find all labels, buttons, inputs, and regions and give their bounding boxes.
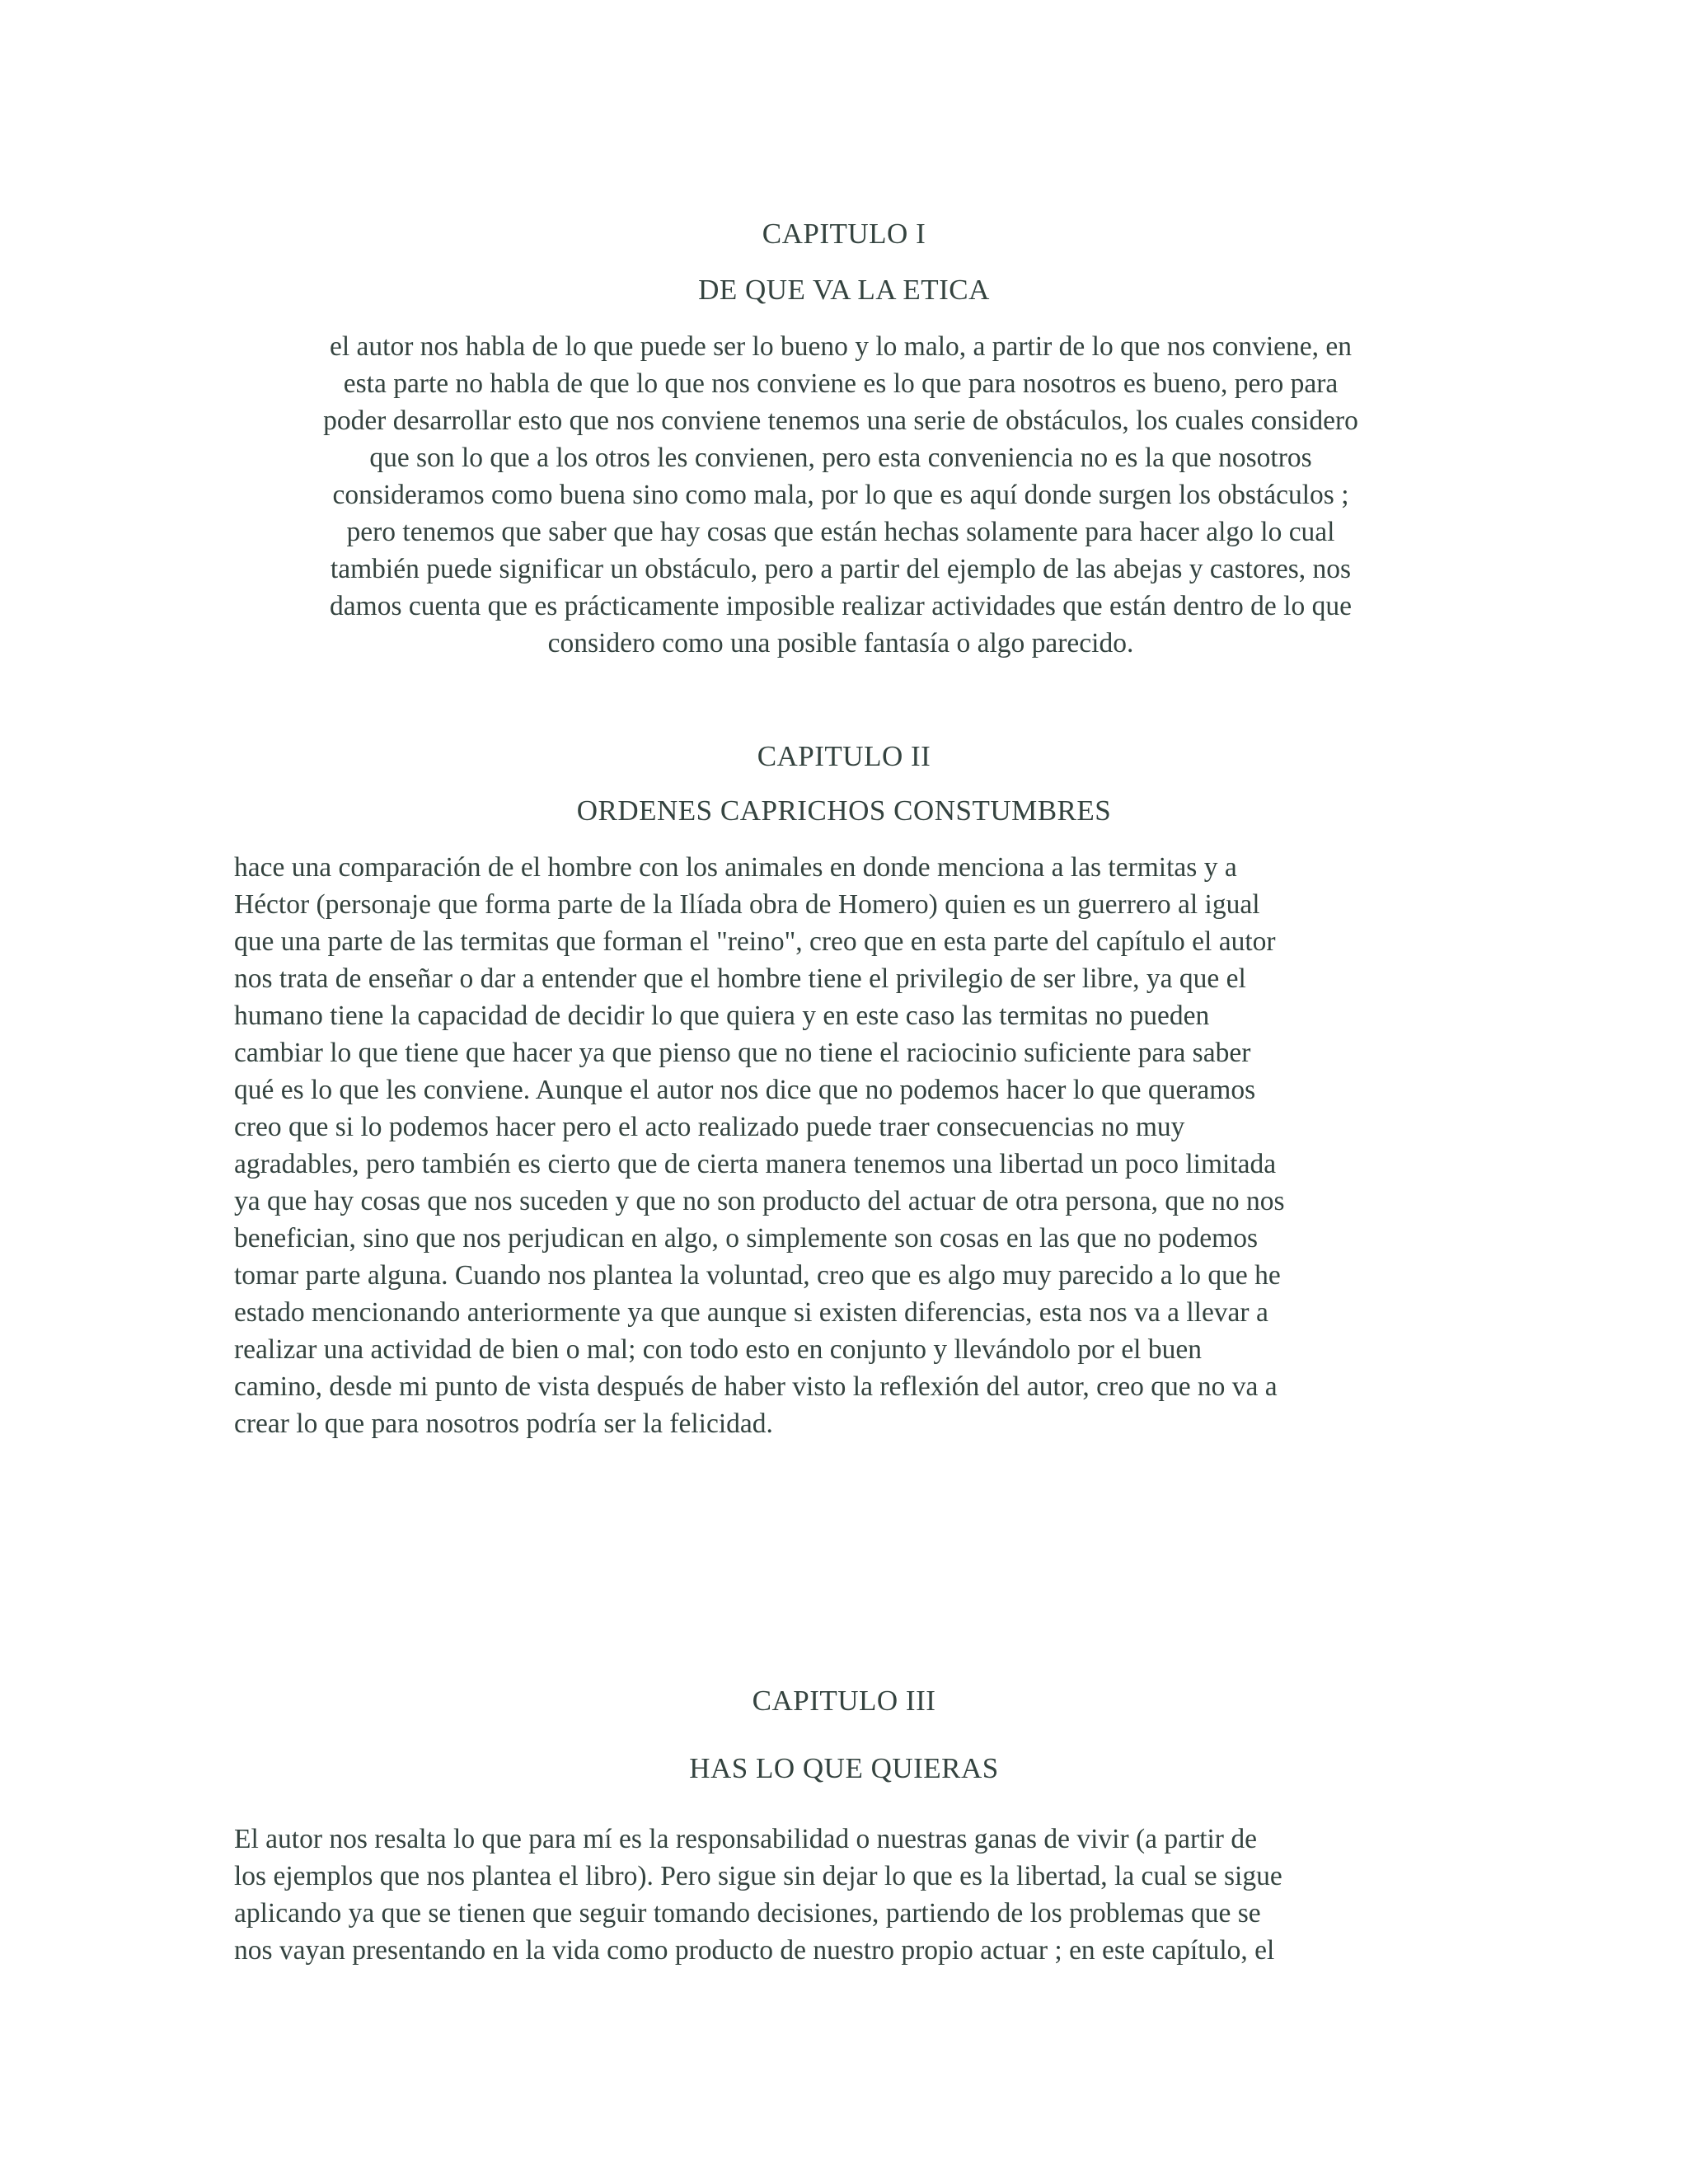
chapter-2-line: tomar parte alguna. Cuando nos plantea la voluntad, creo que es algo muy parecido a lo que he	[234, 1260, 1281, 1291]
chapter-2-line: qué es lo que les conviene. Aunque el autor nos dice que no podemos hacer lo que queramos	[234, 1075, 1256, 1105]
chapter-2-line: que una parte de las termitas que forman el "reino", creo que en esta parte del capítulo el autor	[234, 926, 1276, 957]
chapter-3-line: aplicando ya que se tienen que seguir tomando decisiones, partiendo de los problemas que se	[234, 1898, 1261, 1929]
chapter-2-line: benefician, sino que nos perjudican en algo, o simplemente son cosas en las que no podemos	[234, 1223, 1258, 1254]
chapter-1-line: que son lo que a los otros les convienen, pero esta conveniencia no es la que nosotros	[369, 443, 1312, 473]
chapter-1-body	[231, 328, 1451, 662]
chapter-1-line: el autor nos habla de lo que puede ser lo bueno y lo malo, a partir de lo que nos conviene, en	[329, 331, 1353, 362]
chapter-2-line: realizar una actividad de bien o mal; con todo esto en conjunto y llevándolo por el buen	[234, 1334, 1202, 1365]
chapter-2-line: estado mencionando anteriormente ya que aunque si existen diferencias, esta nos va a llevar a	[234, 1297, 1268, 1328]
chapter-2-number: CAPITULO II	[757, 740, 931, 772]
chapter-3-line: El autor nos resalta lo que para mí es la responsabilidad o nuestras ganas de vivir (a partir de	[234, 1824, 1257, 1854]
chapter-2-line: crear lo que para nosotros podría ser la felicidad.	[234, 1408, 773, 1439]
chapter-1-line: también puede significar un obstáculo, pero a partir del ejemplo de las abejas y castores, nos	[330, 554, 1352, 584]
chapter-3-title: HAS LO QUE QUIERAS	[689, 1752, 999, 1784]
chapter-3-number: CAPITULO III	[752, 1685, 936, 1717]
chapter-1-line: pero tenemos que saber que hay cosas que están hechas solamente para hacer algo lo cual	[346, 517, 1335, 547]
chapter-1-number: CAPITULO I	[762, 218, 926, 250]
chapter-2-line: hace una comparación de el hombre con los animales en donde menciona a las termitas y a	[234, 852, 1237, 883]
chapter-1-line: damos cuenta que es prácticamente imposible realizar actividades que están dentro de lo que	[330, 591, 1352, 621]
chapter-2-line: nos trata de enseñar o dar a entender que el hombre tiene el privilegio de ser libre, ya que el	[234, 963, 1246, 994]
chapter-2-line: ya que hay cosas que nos suceden y que no son producto del actuar de otra persona, que no nos	[234, 1186, 1285, 1216]
chapter-2-line: cambiar lo que tiene que hacer ya que pienso que no tiene el raciocinio suficiente para saber	[234, 1038, 1251, 1068]
chapter-3-line: nos vayan presentando en la vida como producto de nuestro propio actuar ; en este capítulo, el	[234, 1935, 1275, 1966]
chapter-1-line: esta parte no habla de que lo que nos conviene es lo que para nosotros es bueno, pero para	[343, 368, 1339, 399]
chapter-2-line: agradables, pero también es cierto que de cierta manera tenemos una libertad un poco limitada	[234, 1149, 1277, 1179]
chapter-2-title: ORDENES CAPRICHOS CONSTUMBRES	[576, 794, 1112, 827]
chapter-1-line: poder desarrollar esto que nos conviene tenemos una serie de obstáculos, los cuales considero	[323, 405, 1358, 436]
chapter-3-body	[234, 1821, 1454, 1969]
chapter-1-line: considero como una posible fantasía o algo parecido.	[547, 628, 1134, 658]
chapter-3-line: los ejemplos que nos plantea el libro). Pero sigue sin dejar lo que es la libertad, la cual se sigue	[234, 1861, 1282, 1891]
chapter-2-line: creo que si lo podemos hacer pero el acto realizado puede traer consecuencias no muy	[234, 1112, 1185, 1142]
chapter-2-body	[234, 849, 1454, 1442]
chapter-2-line: camino, desde mi punto de vista después de haber visto la reflexión del autor, creo que no va a	[234, 1371, 1278, 1402]
chapter-1-title: DE QUE VA LA ETICA	[698, 274, 990, 306]
chapter-1-line: consideramos como buena sino como mala, por lo que es aquí donde surgen los obstáculos ;	[332, 480, 1349, 510]
chapter-2-line: humano tiene la capacidad de decidir lo que quiera y en este caso las termitas no pueden	[234, 1001, 1210, 1031]
chapter-2-line: Héctor (personaje que forma parte de la Ilíada obra de Homero) quien es un guerrero al igual	[234, 889, 1260, 920]
